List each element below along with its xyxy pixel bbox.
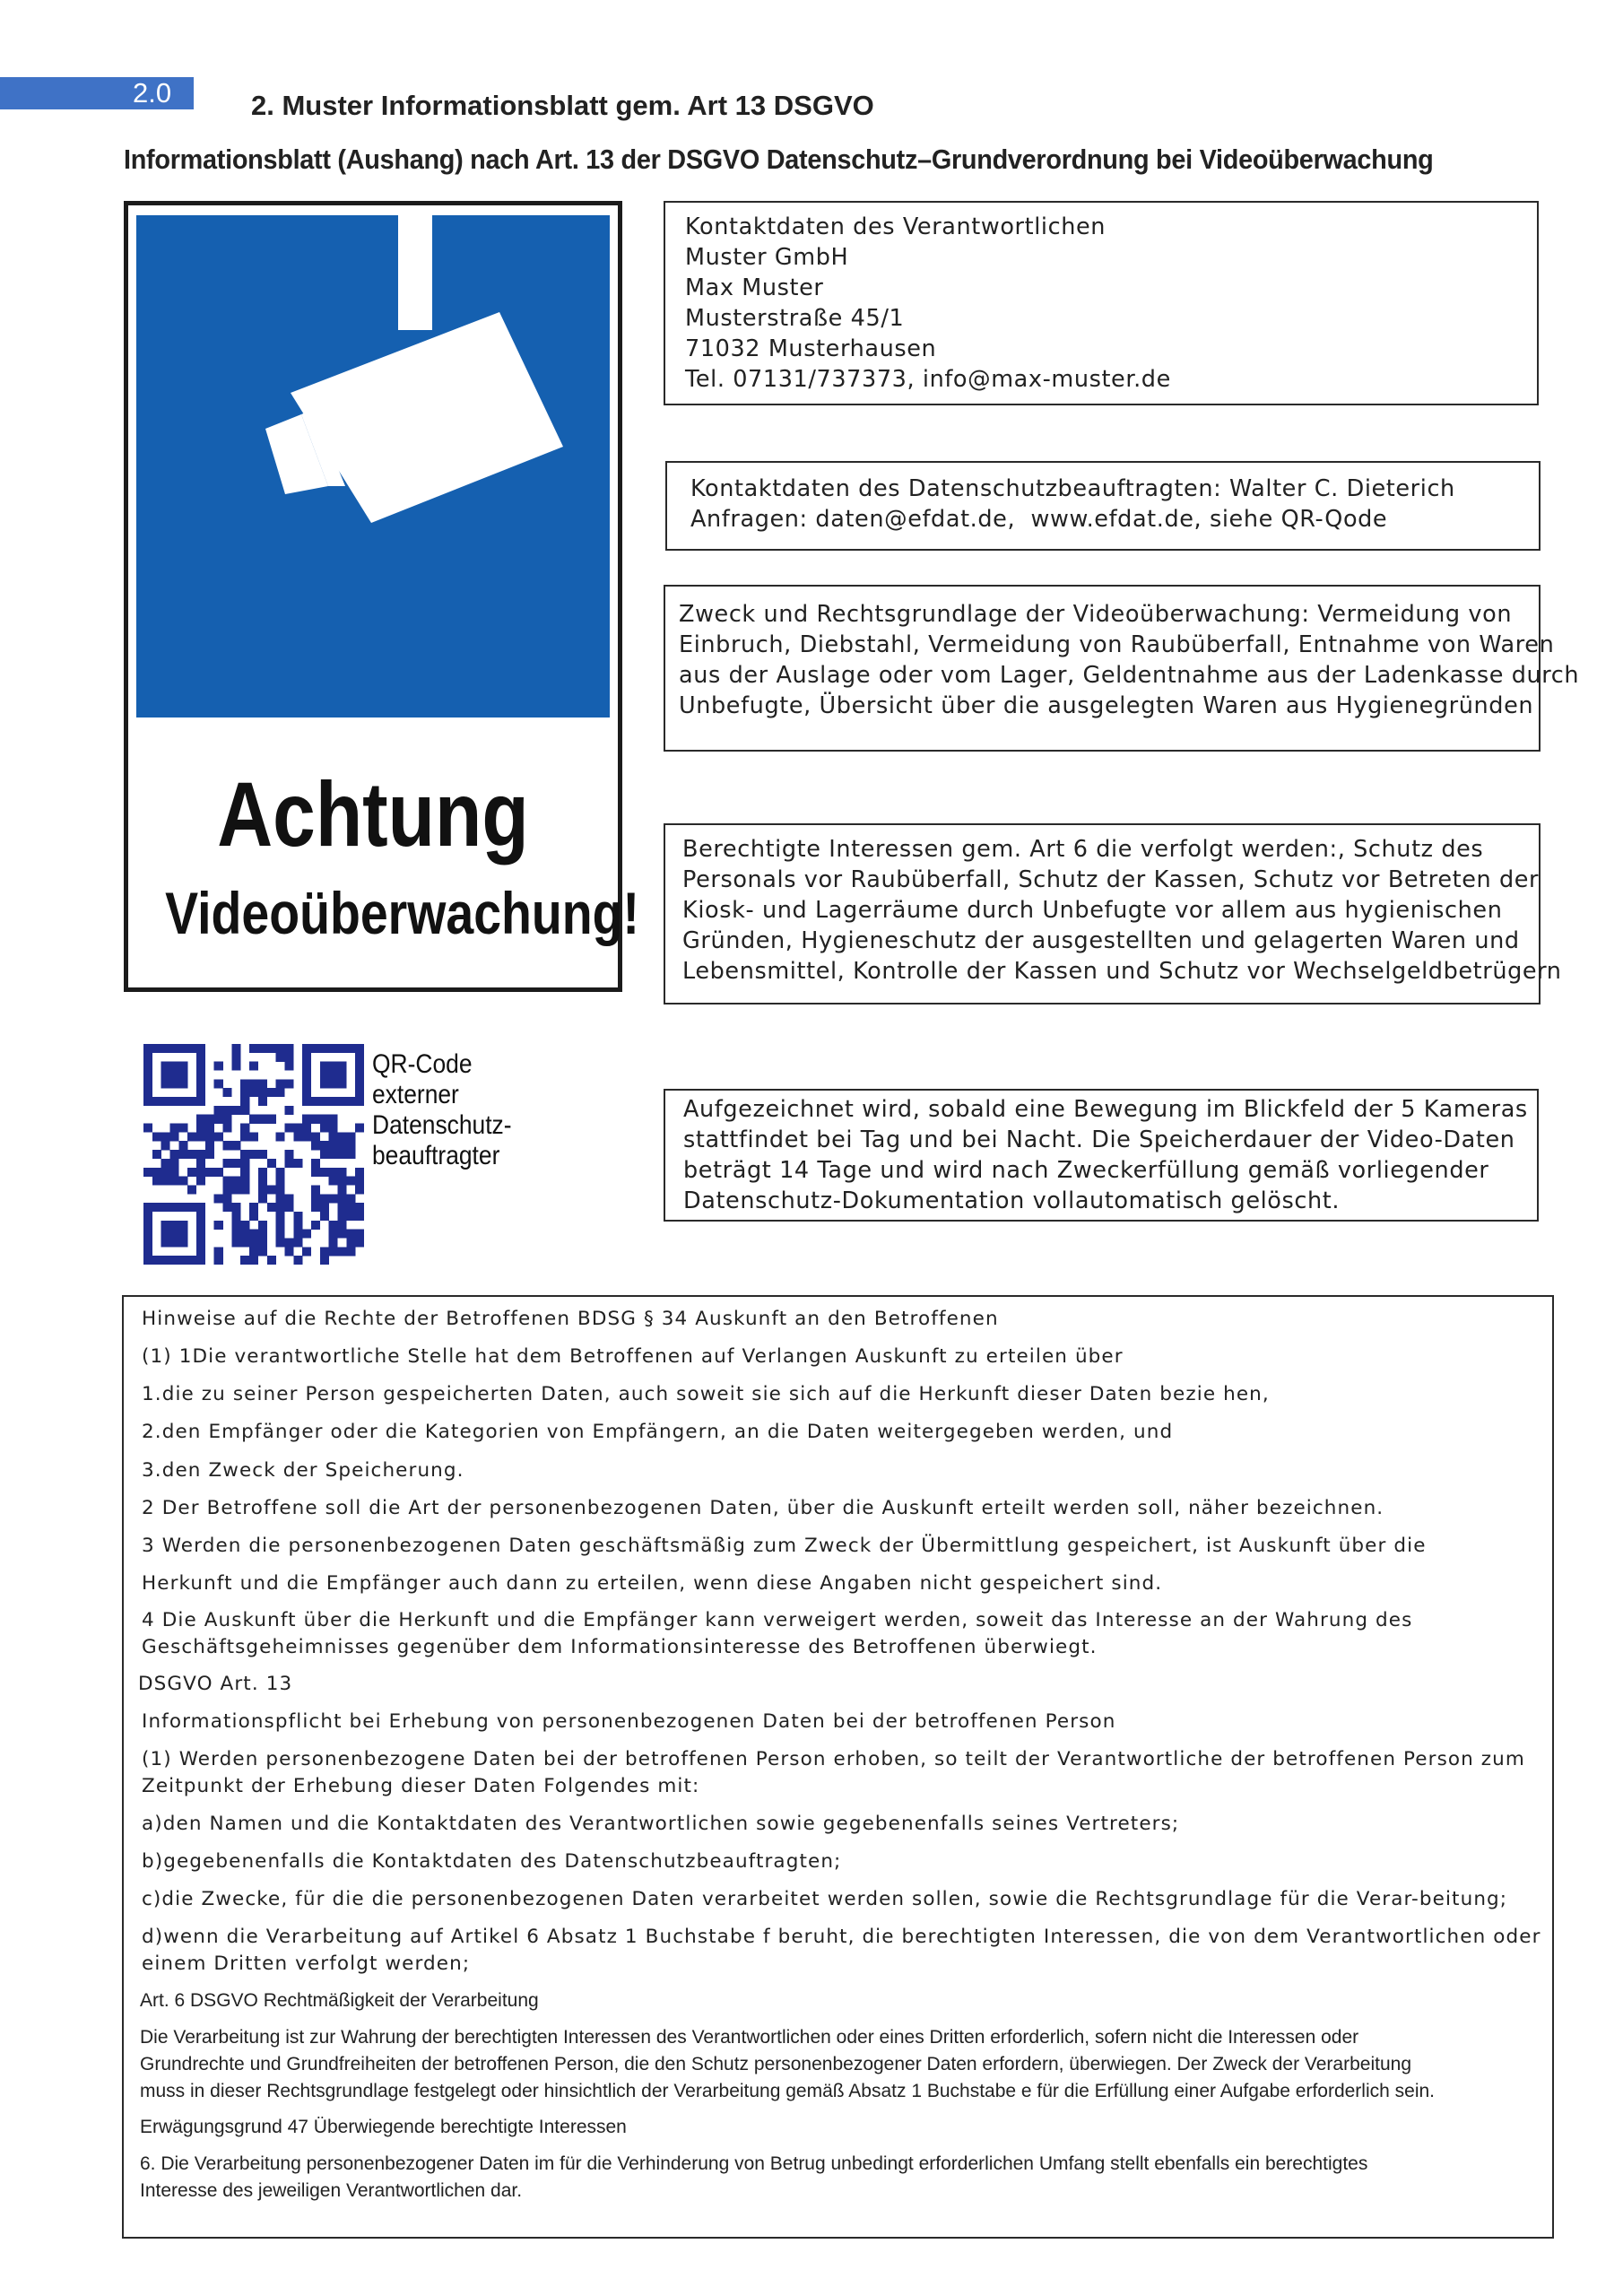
qr-caption-line: QR-Code xyxy=(372,1049,473,1079)
sign-headline: Achtung xyxy=(217,763,529,865)
rights-line: 2 Der Betroffene soll die Art der personenbezogenen Daten, über die Auskunft erteilt werden soll, näher bezeichnen. xyxy=(142,1497,1384,1519)
text-line: Einbruch, Diebstahl, Vermeidung von Raubüberfall, Entnahme von Waren xyxy=(679,631,1555,658)
art6-line: Erwägungsgrund 47 Überwiegende berechtigte Interessen xyxy=(140,2117,627,2137)
qr-caption xyxy=(372,1049,531,1171)
text-line: Berechtigte Interessen gem. Art 6 die verfolgt werden:, Schutz des xyxy=(682,836,1484,863)
text-line: Kiosk- und Lagerräume durch Unbefugte vor allem aus hygienischen xyxy=(682,897,1503,924)
text-line: stattfindet bei Tag und bei Nacht. Die Speicherdauer der Video-Daten xyxy=(683,1126,1515,1153)
text-line: 71032 Musterhausen xyxy=(685,335,937,362)
text-line: Kontaktdaten des Verantwortlichen xyxy=(685,213,1107,240)
text-line: Personals vor Raubüberfall, Schutz der Kassen, Schutz vor Betreten der xyxy=(682,866,1540,893)
sign-subline: Videoüberwachung! xyxy=(165,880,639,946)
rights-line: Geschäftsgeheimnisses gegenüber dem Informationsinteresse des Betroffenen überwiegt. xyxy=(142,1636,1098,1658)
qr-caption-line: Datenschutz- xyxy=(372,1110,512,1140)
rights-line: Hinweise auf die Rechte der Betroffenen BDSG § 34 Auskunft an den Betroffenen xyxy=(142,1308,999,1330)
controller-contact-box xyxy=(664,201,1539,405)
qr-caption-line: externer xyxy=(372,1080,459,1109)
art6-line: Die Verarbeitung ist zur Wahrung der berechtigten Interessen des Verantwortlichen oder eines Dritten erforderlich, sofern nicht die Interessen oder xyxy=(140,2027,1359,2048)
art6-line: 6. Die Verarbeitung personenbezogener Daten im für die Verhinderung von Betrug unbedingt erforderlichen Umfang stellt ebenfalls ein berechtigtes xyxy=(140,2153,1368,2174)
text-line: Lebensmittel, Kontrolle der Kassen und Schutz vor Wechselgeldbetrügern xyxy=(682,958,1562,985)
art6-line: Interesse des jeweiligen Verantwortlichen dar. xyxy=(140,2180,523,2201)
rights-line: b)gegebenenfalls die Kontaktdaten des Datenschutzbeauftragten; xyxy=(142,1850,842,1873)
rights-line: 3.den Zweck der Speicherung. xyxy=(142,1459,464,1482)
rights-line: Informationspflicht bei Erhebung von personenbezogenen Daten bei der betroffenen Person xyxy=(142,1710,1116,1733)
text-line: Unbefugte, Übersicht über die ausgelegten Waren aus Hygienegründen xyxy=(679,692,1534,719)
dpo-contact-box xyxy=(665,461,1541,551)
rights-line: DSGVO Art. 13 xyxy=(138,1673,293,1695)
text-line: Anfragen: daten@efdat.de, www.efdat.de, siehe QR-Qode xyxy=(690,506,1388,533)
text-line: Zweck und Rechtsgrundlage der Videoüberwachung: Vermeidung von xyxy=(679,601,1513,628)
rights-line: 3 Werden die personenbezogenen Daten geschäftsmäßig zum Zweck der Übermittlung gespeichert, ist Auskunft über die xyxy=(142,1535,1427,1557)
text-line: Tel. 07131/737373, info@max-muster.de xyxy=(685,366,1171,393)
art6-line: muss in dieser Rechtsgrundlage festgelegt oder hinsichtlich der Verarbeitung gemäß Absatz 1 Buchstabe e für die Erfüllung einer Aufgabe erforderlich sein. xyxy=(140,2081,1436,2101)
text-line: Musterstraße 45/1 xyxy=(685,305,905,332)
text-line: beträgt 14 Tage und wird nach Zweckerfüllung gemäß vorliegender xyxy=(683,1157,1489,1184)
rights-line: 4 Die Auskunft über die Herkunft und die Empfänger kann verweigert werden, soweit das Interesse an der Wahrung des xyxy=(142,1609,1413,1631)
text-line: Muster GmbH xyxy=(685,244,849,271)
section-number-badge: 2.0 xyxy=(0,77,194,109)
section-title: 2. Muster Informationsblatt gem. Art 13 DSGVO xyxy=(251,90,874,121)
rights-line: einem Dritten verfolgt werden; xyxy=(142,1952,471,1975)
rights-line: (1) Werden personenbezogene Daten bei der betroffenen Person erhoben, so teilt der Verantwortliche der betroffenen Person zum xyxy=(142,1748,1525,1770)
rights-line: 1.die zu seiner Person gespeicherten Daten, auch soweit sie sich auf die Herkunft dieser Daten bezie hen, xyxy=(142,1383,1270,1405)
data-subject-rights-box xyxy=(122,1295,1554,2239)
text-line: Datenschutz-Dokumentation vollautomatisch gelöscht. xyxy=(683,1187,1341,1214)
rights-line: d)wenn die Verarbeitung auf Artikel 6 Absatz 1 Buchstabe f beruht, die berechtigten Interessen, die von dem Verantwortlichen oder xyxy=(142,1926,1541,1948)
qr-caption-line: beauftragter xyxy=(372,1141,500,1170)
purpose-box xyxy=(664,585,1580,752)
recording-retention-box xyxy=(664,1089,1539,1222)
rights-line: Herkunft und die Empfänger auch dann zu erteilen, wenn diese Angaben nicht gespeichert sind. xyxy=(142,1572,1163,1595)
text-line: aus der Auslage oder vom Lager, Geldentnahme aus der Ladenkasse durch xyxy=(679,662,1580,689)
rights-line: c)die Zwecke, für die die personenbezogenen Daten verarbeitet werden sollen, sowie die Rechtsgrundlage für die Verar-beitung; xyxy=(142,1888,1508,1910)
camera-icon xyxy=(136,215,610,718)
legitimate-interests-box xyxy=(664,823,1562,1004)
page-title: Informationsblatt (Aushang) nach Art. 13 der DSGVO Datenschutz–Grundverordnung bei Videoüberwachung xyxy=(124,144,1434,175)
art6-line: Art. 6 DSGVO Rechtmäßigkeit der Verarbeitung xyxy=(140,1990,539,2011)
text-line: Gründen, Hygieneschutz der ausgestellten und gelagerten Waren und xyxy=(682,927,1520,954)
text-line: Aufgezeichnet wird, sobald eine Bewegung im Blickfeld der 5 Kameras xyxy=(683,1096,1528,1123)
art6-line: Grundrechte und Grundfreiheiten der betroffenen Person, die den Schutz personenbezogener Daten erfordern, überwiegen. Der Zweck der Verarbeitung xyxy=(140,2054,1411,2074)
rights-line: 2.den Empfänger oder die Kategorien von Empfängern, an die Daten weitergegeben werden, und xyxy=(142,1421,1174,1443)
text-line: Kontaktdaten des Datenschutzbeauftragten: Walter C. Dieterich xyxy=(690,475,1455,502)
rights-line: (1) 1Die verantwortliche Stelle hat dem Betroffenen auf Verlangen Auskunft zu erteilen über xyxy=(142,1345,1124,1368)
rights-line: Zeitpunkt der Erhebung dieser Daten Folgendes mit: xyxy=(142,1775,700,1797)
qr-code-icon xyxy=(143,1044,364,1265)
text-line: Max Muster xyxy=(685,274,824,301)
rights-line: a)den Namen und die Kontaktdaten des Verantwortlichen sowie gegebenenfalls seines Vertreters; xyxy=(142,1813,1180,1835)
